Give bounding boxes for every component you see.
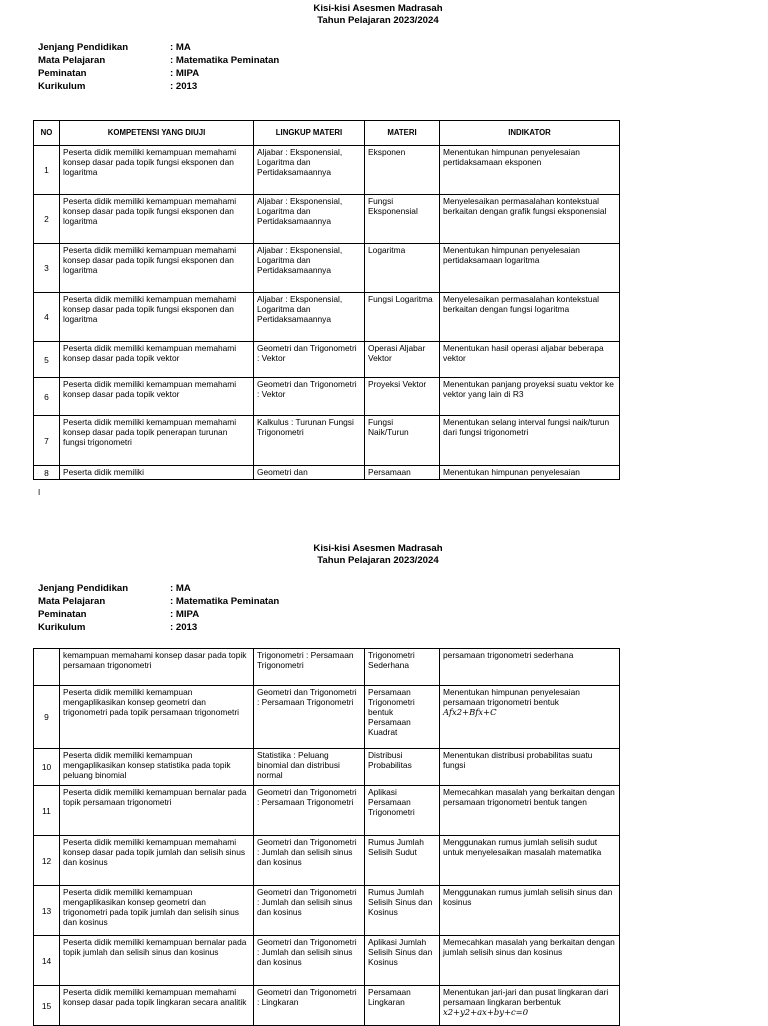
cell-indikator-text: Menentukan himpunan penyelesaian — [443, 467, 580, 477]
cell-kompetensi-text: Peserta didik memiliki kemampuan mengaplikasikan konsep statistika pada topik peluang binomial — [63, 750, 231, 780]
cell-indikator-text: Menentukan himpunan penyelesaian pertidaksamaan eksponen — [443, 147, 580, 167]
cell-no-text: 6 — [44, 391, 49, 402]
cell-no — [34, 749, 60, 786]
cell-no-text: 13 — [41, 905, 52, 916]
doc-subtitle: Tahun Pelajaran 2023/2024 — [317, 555, 439, 566]
cell-materi-text: Persamaan — [368, 467, 411, 477]
meta-row-peminatan — [38, 67, 279, 80]
table-row — [34, 195, 620, 244]
cell-materi-text: Proyeksi Vektor — [368, 379, 427, 389]
cell-indikator-text: Menentukan himpunan penyelesaian pertidaksamaan logaritma — [443, 245, 580, 265]
meta-label: Kurikulum — [38, 81, 86, 92]
cell-kompetensi-text: Peserta didik memiliki — [63, 467, 144, 477]
cell-indikator-text: Menggunakan rumus jumlah selisih sudut untuk menyelesaikan masalah matematika — [443, 837, 602, 857]
meta-value: : Matematika Peminatan — [170, 55, 280, 66]
cell-materi-text: Fungsi Eksponensial — [368, 196, 418, 216]
cell-indikator — [440, 649, 620, 686]
cell-lingkup — [254, 986, 365, 1026]
cell-kompetensi-text: Peserta didik memiliki kemampuan memahami konsep dasar pada topik vektor — [63, 379, 237, 399]
cell-indikator-text: Menentukan himpunan penyelesaian persamaan trigonometri bentuk — [443, 687, 580, 707]
cell-lingkup-text: Aljabar : Eksponensial, Logaritma dan Pertidaksamaannya — [257, 294, 343, 324]
header-lingkup: LINGKUP MATERI — [254, 121, 365, 146]
cell-kompetensi — [60, 836, 254, 886]
cell-lingkup-text: Geometri dan Trigonometri : Jumlah dan selisih sinus dan kosinus — [257, 937, 357, 967]
cell-lingkup — [254, 293, 365, 342]
meta-label: Jenjang Pendidikan — [38, 583, 129, 594]
cell-kompetensi — [60, 749, 254, 786]
cell-materi — [365, 786, 440, 836]
cell-materi-text: Operasi Aljabar Vektor — [368, 343, 426, 363]
cell-lingkup-text: Geometri dan Trigonometri : Persamaan Trigonometri — [257, 687, 357, 707]
cell-no — [34, 886, 60, 936]
table-row — [34, 886, 620, 936]
cell-lingkup-text: Geometri dan Trigonometri : Vektor — [257, 343, 357, 363]
table-row — [34, 378, 620, 416]
header-kompetensi: KOMPETENSI YANG DIUJI — [60, 121, 254, 146]
cell-indikator-text: persamaan trigonometri sederhana — [443, 650, 574, 660]
cell-materi — [365, 342, 440, 378]
meta-row-jenjang — [38, 582, 279, 595]
meta-label: Mata Pelajaran — [38, 55, 106, 66]
cell-materi — [365, 466, 440, 480]
meta-value: : MIPA — [170, 68, 200, 79]
doc-title: Kisi-kisi Asesmen Madrasah — [313, 3, 443, 14]
cell-materi-text: Fungsi Logaritma — [368, 294, 433, 304]
cell-no-text: 15 — [41, 1000, 52, 1011]
table-row — [34, 836, 620, 886]
cell-indikator — [440, 378, 620, 416]
doc-meta — [38, 41, 279, 93]
cell-lingkup — [254, 686, 365, 749]
cell-no — [34, 293, 60, 342]
doc-meta — [38, 582, 279, 634]
cell-indikator-text: Menentukan selang interval fungsi naik/turun dari fungsi trigonometri — [443, 417, 610, 437]
cell-indikator — [440, 293, 620, 342]
cell-kompetensi — [60, 244, 254, 293]
cell-kompetensi-text: Peserta didik memiliki kemampuan memahami konsep dasar pada topik fungsi eksponen dan logaritma — [63, 245, 237, 275]
cell-materi-text: Persamaan Trigonometri bentuk Persamaan Kuadrat — [368, 687, 415, 737]
cell-materi-text: Trigonometri Sederhana — [368, 650, 415, 670]
cell-indikator — [440, 244, 620, 293]
cell-lingkup — [254, 886, 365, 936]
cell-lingkup — [254, 836, 365, 886]
header-indikator: INDIKATOR — [440, 121, 620, 146]
cell-materi-text: Distribusi Probabilitas — [368, 750, 412, 770]
cell-materi — [365, 749, 440, 786]
cell-kompetensi-text: Peserta didik memiliki kemampuan memahami konsep dasar pada topik fungsi eksponen dan logaritma — [63, 147, 237, 177]
cell-materi-text: Rumus Jumlah Selisih Sudut — [368, 837, 424, 857]
cell-kompetensi-text: Peserta didik memiliki kemampuan memahami konsep dasar pada topik lingkaran secara analitik — [63, 987, 247, 1007]
meta-value: : MIPA — [170, 609, 200, 620]
indikator-formula: x2+y2+ax+by+c=0 — [443, 1007, 529, 1017]
cell-no-text: 14 — [41, 955, 52, 966]
cell-lingkup — [254, 195, 365, 244]
cell-materi-text: Eksponen — [368, 147, 406, 157]
cell-indikator-text: Menentukan panjang proyeksi suatu vektor ke vektor yang lain di R3 — [443, 379, 614, 399]
table-row — [34, 244, 620, 293]
cell-lingkup — [254, 342, 365, 378]
cell-lingkup — [254, 749, 365, 786]
cell-kompetensi — [60, 146, 254, 195]
cell-materi-text: Rumus Jumlah Selisih Sinus dan Kosinus — [368, 887, 433, 917]
cell-indikator-text: Menentukan jari-jari dan pusat lingkaran dari persamaan lingkaran berbentuk — [443, 987, 609, 1007]
table-row — [34, 786, 620, 836]
cell-materi — [365, 244, 440, 293]
cell-lingkup-text: Geometri dan Trigonometri : Vektor — [257, 379, 357, 399]
cell-materi-text: Persamaan Lingkaran — [368, 987, 411, 1007]
meta-row-mapel — [38, 54, 279, 67]
cell-no — [34, 378, 60, 416]
cell-no-text: 5 — [44, 354, 49, 365]
cell-lingkup — [254, 466, 365, 480]
table-row — [34, 649, 620, 686]
cell-indikator — [440, 416, 620, 466]
meta-row-mapel — [38, 595, 279, 608]
cell-kompetensi — [60, 786, 254, 836]
cell-kompetensi-text: Peserta didik memiliki kemampuan mengaplikasikan konsep geometri dan trigonometri pada topik persamaan trigonometri — [63, 687, 239, 717]
cell-materi — [365, 686, 440, 749]
cell-kompetensi-text: kemampuan memahami konsep dasar pada topik persamaan trigonometri — [63, 650, 247, 670]
cell-kompetensi — [60, 195, 254, 244]
cell-kompetensi-text: Peserta didik memiliki kemampuan memahami konsep dasar pada topik fungsi eksponen dan logaritma — [63, 294, 237, 324]
meta-row-jenjang — [38, 41, 279, 54]
cell-no — [34, 986, 60, 1026]
cell-no-text: 1 — [44, 165, 49, 175]
header-materi: MATERI — [365, 121, 440, 146]
cell-materi — [365, 649, 440, 686]
cell-no-text: 10 — [41, 762, 52, 772]
cell-no-text: 3 — [44, 263, 49, 273]
cell-materi — [365, 886, 440, 936]
table-row — [34, 466, 620, 480]
cell-lingkup — [254, 786, 365, 836]
cell-materi-text: Fungsi Naik/Turun — [368, 417, 409, 437]
meta-label: Jenjang Pendidikan — [38, 42, 129, 53]
meta-value: : 2013 — [170, 622, 198, 633]
cell-indikator — [440, 146, 620, 195]
table-row — [34, 146, 620, 195]
cell-lingkup — [254, 244, 365, 293]
cell-no-text: 12 — [41, 855, 52, 866]
kisi-kisi-table-page1 — [33, 120, 620, 480]
cell-kompetensi — [60, 936, 254, 986]
cell-no-text: 8 — [44, 467, 49, 478]
meta-value: : MA — [170, 583, 191, 594]
cell-kompetensi — [60, 686, 254, 749]
cell-no — [34, 416, 60, 466]
stray-mark: I — [38, 488, 41, 497]
cell-no-text: 4 — [44, 312, 49, 322]
kisi-kisi-table-page2 — [33, 648, 620, 1026]
cell-no — [34, 466, 60, 480]
cell-indikator — [440, 836, 620, 886]
cell-materi — [365, 378, 440, 416]
cell-lingkup-text: Geometri dan Trigonometri : Jumlah dan selisih sinus dan kosinus — [257, 887, 357, 917]
cell-materi — [365, 293, 440, 342]
cell-indikator — [440, 786, 620, 836]
cell-lingkup-text: Geometri dan — [257, 467, 308, 477]
meta-label: Peminatan — [38, 68, 87, 79]
doc-subtitle: Tahun Pelajaran 2023/2024 — [317, 15, 439, 26]
cell-indikator — [440, 986, 620, 1026]
cell-lingkup-text: Geometri dan Trigonometri : Persamaan Trigonometri — [257, 787, 357, 807]
cell-indikator-text: Menyelesaikan permasalahan kontekstual berkaitan dengan fungsi logaritma — [443, 294, 599, 314]
meta-row-kurikulum — [38, 621, 279, 634]
cell-indikator — [440, 342, 620, 378]
cell-kompetensi — [60, 649, 254, 686]
cell-kompetensi-text: Peserta didik memiliki kemampuan memahami konsep dasar pada topik penerapan turunan fungsi trigonometri — [63, 417, 237, 447]
cell-no — [34, 686, 60, 749]
cell-materi — [365, 836, 440, 886]
cell-lingkup — [254, 649, 365, 686]
cell-no — [34, 244, 60, 293]
cell-lingkup — [254, 146, 365, 195]
meta-value: : Matematika Peminatan — [170, 596, 280, 607]
header-no: NO — [34, 121, 60, 146]
cell-indikator — [440, 749, 620, 786]
cell-indikator — [440, 936, 620, 986]
cell-lingkup-text: Statistika : Peluang binomial dan distribusi normal — [257, 750, 340, 780]
meta-row-kurikulum — [38, 80, 279, 93]
indikator-formula: Afx2+Bfx+C — [443, 707, 497, 717]
cell-indikator-text: Memecahkan masalah yang berkaitan dengan persamaan trigonometri bentuk tangen — [443, 787, 615, 807]
cell-no — [34, 836, 60, 886]
meta-row-peminatan — [38, 608, 279, 621]
cell-materi — [365, 936, 440, 986]
cell-indikator — [440, 686, 620, 749]
cell-no-text: 11 — [42, 805, 51, 816]
cell-indikator — [440, 886, 620, 936]
table-row — [34, 342, 620, 378]
cell-materi — [365, 146, 440, 195]
cell-lingkup-text: Aljabar : Eksponensial, Logaritma dan Pertidaksamaannya — [257, 147, 343, 177]
cell-kompetensi — [60, 466, 254, 480]
cell-indikator-text: Menyelesaikan permasalahan kontekstual berkaitan dengan grafik fungsi eksponensial — [443, 196, 607, 216]
cell-indikator-text: Menentukan distribusi probabilitas suatu fungsi — [443, 750, 593, 770]
cell-materi-text: Aplikasi Persamaan Trigonometri — [368, 787, 415, 817]
table-row — [34, 749, 620, 786]
cell-kompetensi — [60, 986, 254, 1026]
cell-no-text: 2 — [44, 214, 49, 224]
cell-lingkup-text: Aljabar : Eksponensial, Logaritma dan Pertidaksamaannya — [257, 245, 343, 275]
cell-lingkup — [254, 416, 365, 466]
table-row — [34, 936, 620, 986]
cell-kompetensi-text: Peserta didik memiliki kemampuan bernalar pada topik jumlah dan selisih sinus dan kosinus — [63, 937, 247, 957]
cell-indikator-text: Menggunakan rumus jumlah selisih sinus dan kosinus — [443, 887, 613, 907]
cell-materi — [365, 416, 440, 466]
cell-no — [34, 786, 60, 836]
cell-lingkup-text: Aljabar : Eksponensial, Logaritma dan Pertidaksamaannya — [257, 196, 343, 226]
cell-indikator — [440, 466, 620, 480]
cell-kompetensi-text: Peserta didik memiliki kemampuan memahami konsep dasar pada topik fungsi eksponen dan logaritma — [63, 196, 237, 226]
cell-indikator-text: Menentukan hasil operasi aljabar beberapa vektor — [443, 343, 604, 363]
meta-value: : 2013 — [170, 81, 198, 92]
cell-kompetensi — [60, 886, 254, 936]
table-row — [34, 986, 620, 1026]
cell-no — [34, 649, 60, 686]
cell-no — [34, 195, 60, 244]
cell-indikator-text: Memecahkan masalah yang berkaitan dengan jumlah selisih sinus dan kosinus — [443, 937, 615, 957]
cell-kompetensi-text: Peserta didik memiliki kemampuan mengaplikasikan konsep geometri dan trigonometri pada topik jumlah dan selisih sinus dan kosinus — [63, 887, 239, 927]
table-row — [34, 293, 620, 342]
cell-no — [34, 936, 60, 986]
cell-no — [34, 146, 60, 195]
cell-kompetensi — [60, 293, 254, 342]
cell-kompetensi-text: Peserta didik memiliki kemampuan bernalar pada topik persamaan trigonometri — [63, 787, 247, 807]
meta-label: Kurikulum — [38, 622, 86, 633]
cell-lingkup — [254, 378, 365, 416]
cell-kompetensi — [60, 342, 254, 378]
cell-materi-text: Logaritma — [368, 245, 406, 255]
cell-materi-text: Aplikasi Jumlah Selisih Sinus dan Kosinus — [368, 937, 433, 967]
cell-materi — [365, 986, 440, 1026]
cell-materi — [365, 195, 440, 244]
meta-value: : MA — [170, 42, 191, 53]
cell-indikator — [440, 195, 620, 244]
cell-lingkup-text: Trigonometri : Persamaan Trigonometri — [257, 650, 354, 670]
cell-lingkup-text: Geometri dan Trigonometri : Lingkaran — [257, 987, 357, 1007]
cell-kompetensi-text: Peserta didik memiliki kemampuan memahami konsep dasar pada topik vektor — [63, 343, 237, 363]
meta-label: Peminatan — [38, 609, 87, 620]
table-row — [34, 416, 620, 466]
cell-kompetensi-text: Peserta didik memiliki kemampuan memahami konsep dasar pada topik jumlah dan selisih sinus dan kosinus — [63, 837, 246, 867]
cell-no-text: 9 — [44, 712, 49, 722]
cell-no — [34, 342, 60, 378]
cell-kompetensi — [60, 378, 254, 416]
cell-kompetensi — [60, 416, 254, 466]
doc-title: Kisi-kisi Asesmen Madrasah — [313, 543, 443, 554]
cell-lingkup-text: Kalkulus : Turunan Fungsi Trigonometri — [257, 417, 354, 437]
meta-label: Mata Pelajaran — [38, 596, 106, 607]
table-row — [34, 686, 620, 749]
cell-lingkup-text: Geometri dan Trigonometri : Jumlah dan selisih sinus dan kosinus — [257, 837, 357, 867]
cell-lingkup — [254, 936, 365, 986]
cell-no-text: 7 — [44, 435, 49, 446]
